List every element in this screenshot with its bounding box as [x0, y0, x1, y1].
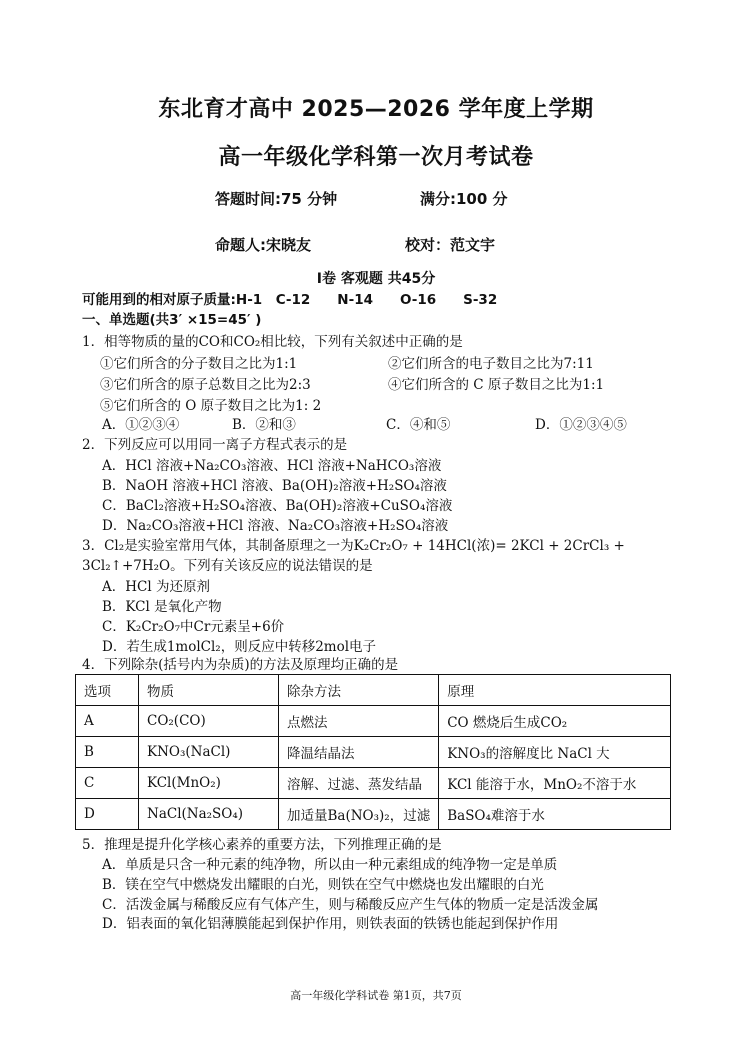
part1-title: I卷 客观题 共45分 — [316, 271, 436, 287]
table-cell: KCl(MnO₂) — [139, 768, 279, 799]
q5-option-d[interactable]: D．铝表面的氧化铝薄膜能起到保护作用，则铁表面的铁锈也能起到保护作用 — [102, 916, 559, 932]
table-cell: NaCl(Na₂SO₄) — [139, 799, 279, 830]
table-row — [76, 737, 671, 768]
q1-option-d[interactable]: D．①②③④⑤ — [535, 417, 627, 433]
table-cell: CO 燃烧后生成CO₂ — [439, 706, 671, 737]
table-cell: 溶解、过滤、蒸发结晶 — [279, 768, 439, 799]
q5-option-a[interactable]: A．单质是只含一种元素的纯净物，所以由一种元素组成的纯净物一定是单质 — [102, 857, 558, 873]
table-header-cell: 原理 — [439, 675, 671, 706]
table-cell: CO₂(CO) — [139, 706, 279, 737]
table-cell: C — [76, 768, 139, 799]
time-label: 答题时间:75 分钟 — [215, 190, 338, 208]
school-title: 东北育才高中 2025—2026 学年度上学期 — [158, 97, 594, 122]
q4-table — [75, 674, 671, 830]
table-row — [76, 799, 671, 830]
q2-stem: 2．下列反应可以用同一离子方程式表示的是 — [82, 437, 348, 453]
table-row — [76, 706, 671, 737]
q1-statement-5: ⑤它们所含的 O 原子数目之比为1: 2 — [100, 398, 322, 414]
table-header-cell: 选项 — [76, 675, 139, 706]
table-cell: KCl 能溶于水，MnO₂不溶于水 — [439, 768, 671, 799]
q1-option-a[interactable]: A．①②③④ — [102, 417, 180, 433]
table-cell: KNO₃的溶解度比 NaCl 大 — [439, 737, 671, 768]
q1-option-c[interactable]: C．④和⑤ — [386, 417, 451, 433]
table-header-cell: 物质 — [139, 675, 279, 706]
table-cell: 点燃法 — [279, 706, 439, 737]
q3-stem-line2: 3Cl₂↑+7H₂O。下列有关该反应的说法错误的是 — [82, 558, 373, 574]
q1-option-b[interactable]: B．②和③ — [232, 417, 296, 433]
table-cell: 加适量Ba(NO₃)₂，过滤 — [279, 799, 439, 830]
table-cell: A — [76, 706, 139, 737]
table-cell: 降温结晶法 — [279, 737, 439, 768]
q3-option-c[interactable]: C．K₂Cr₂O₇中Cr元素呈+6价 — [102, 619, 285, 635]
table-cell: KNO₃(NaCl) — [139, 737, 279, 768]
q5-option-c[interactable]: C．活泼金属与稀酸反应有气体产生，则与稀酸反应产生气体的物质一定是活泼金属 — [102, 897, 599, 913]
checker-label: 校对：范文宇 — [405, 236, 496, 254]
table-cell: BaSO₄难溶于水 — [439, 799, 671, 830]
q5-stem: 5．推理是提升化学核心素养的重要方法，下列推理正确的是 — [82, 837, 442, 853]
q2-option-c[interactable]: C．BaCl₂溶液+H₂SO₄溶液、Ba(OH)₂溶液+CuSO₄溶液 — [102, 498, 453, 514]
q4-stem: 4．下列除杂(括号内为杂质)的方法及原理均正确的是 — [82, 657, 399, 673]
q3-option-b[interactable]: B．KCl 是氧化产物 — [102, 599, 222, 615]
exam-title: 高一年级化学科第一次月考试卷 — [218, 145, 534, 170]
q2-option-a[interactable]: A．HCl 溶液+Na₂CO₃溶液、HCl 溶液+NaHCO₃溶液 — [102, 458, 442, 474]
q5-option-b[interactable]: B．镁在空气中燃烧发出耀眼的白光，则铁在空气中燃烧也发出耀眼的白光 — [102, 877, 544, 893]
q2-option-d[interactable]: D．Na₂CO₃溶液+HCl 溶液、Na₂CO₃溶液+H₂SO₄溶液 — [102, 518, 449, 534]
q1-statement-4: ④它们所含的 C 原子数目之比为1:1 — [388, 377, 605, 393]
atomic-masses: 可能用到的相对原子质量:H-1 C-12 N-14 O-16 S-32 — [82, 292, 498, 308]
q3-stem-line1: 3．Cl₂是实验室常用气体，其制备原理之一为K₂Cr₂O₇ + 14HCl(浓)= 2KCl + 2CrCl₃ + — [82, 538, 625, 554]
q3-option-d[interactable]: D．若生成1molCl₂，则反应中转移2mol电子 — [102, 639, 377, 655]
page-footer: 高一年级化学科试卷 第1页，共7页 — [290, 989, 462, 1002]
table-header-cell: 除杂方法 — [279, 675, 439, 706]
section-heading: 一、单选题(共3′ ×15=45′ ) — [82, 312, 262, 328]
table-header-row — [76, 675, 671, 706]
q3-option-a[interactable]: A．HCl 为还原剂 — [102, 579, 210, 595]
table-row — [76, 768, 671, 799]
author-label: 命题人:宋晓友 — [215, 236, 311, 254]
q1-statement-3: ③它们所含的原子总数目之比为2:3 — [100, 377, 311, 393]
table-cell: B — [76, 737, 139, 768]
q1-stem: 1．相等物质的量的CO和CO₂相比较，下列有关叙述中正确的是 — [82, 334, 463, 350]
q1-statement-1: ①它们所含的分子数目之比为1:1 — [100, 356, 298, 372]
score-label: 满分:100 分 — [420, 190, 508, 208]
table-cell: D — [76, 799, 139, 830]
q1-statement-2: ②它们所含的电子数目之比为7:11 — [388, 356, 594, 372]
q2-option-b[interactable]: B．NaOH 溶液+HCl 溶液、Ba(OH)₂溶液+H₂SO₄溶液 — [102, 478, 447, 494]
